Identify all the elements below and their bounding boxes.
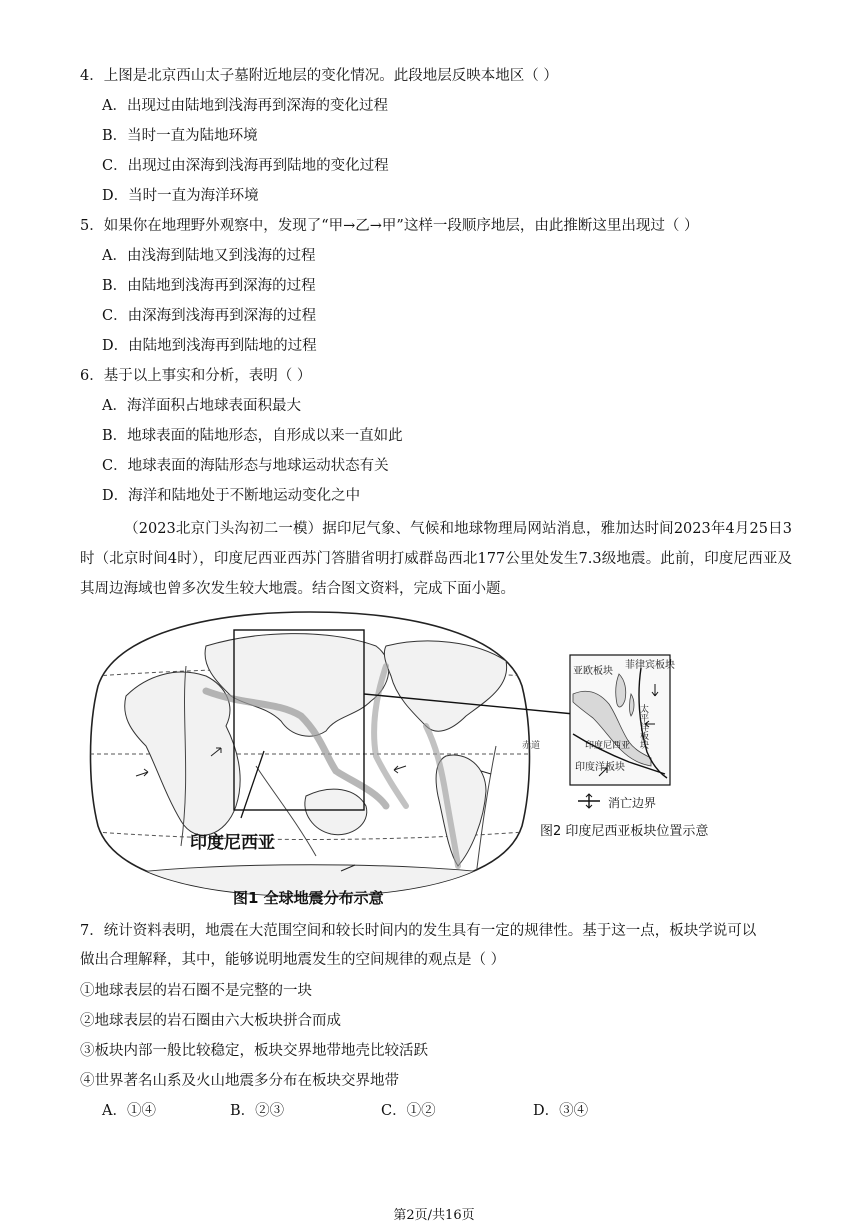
plate-pacific: 太平洋板块	[638, 704, 648, 749]
q5-option-c: C．由深海到浅海再到深海的过程	[102, 308, 317, 324]
q7-statement-4: ④世界著名山系及火山地震多分布在板块交界地带	[80, 1073, 399, 1089]
plate-indonesia: 印度尼西亚	[585, 741, 631, 751]
q7-statement-1: ①地球表层的岩石圈不是完整的一块	[80, 983, 312, 999]
passage-text: （2023北京门头沟初二一模）据印尼气象、气候和地球物理局网站消息，雅加达时间2023年4月25日3时（北京时间4时），印度尼西亚西苏门答腊省明打威群岛西北177公里处发生7.3级地震。此前，印度尼西亚及其周边海域也曾多次发生较大地震。结合图文资料，完成下面小题。	[80, 521, 792, 597]
q4-option-c: C．出现过由深海到浅海再到陆地的变化过程	[102, 158, 389, 174]
q7-stem-line1: 7．统计资料表明，地震在大范围空间和较长时间内的发生具有一定的规律性。基于这一点，板块学说可以	[80, 923, 757, 939]
q7-option-b: B．②③	[230, 1103, 285, 1119]
indonesia-label: 印度尼西亚	[190, 833, 275, 853]
figure1-caption: 图1 全球地震分布示意	[233, 889, 384, 907]
passage	[80, 514, 792, 604]
plate-eurasian: 亚欧板块	[573, 666, 613, 677]
figure2-caption: 图2 印度尼西亚板块位置示意	[540, 824, 709, 839]
q4-option-a: A．出现过由陆地到浅海再到深海的变化过程	[102, 98, 388, 114]
q5-option-a: A．由浅海到陆地又到浅海的过程	[102, 248, 316, 264]
q4-option-b: B．当时一直为陆地环境	[102, 128, 258, 144]
equator-label: 赤道	[522, 741, 541, 751]
figure2-plate-map	[569, 654, 675, 786]
legend-label: 消亡边界	[608, 796, 657, 810]
q7-option-d: D．③④	[533, 1103, 589, 1119]
q6-option-c: C．地球表面的海陆形态与地球运动状态有关	[102, 458, 389, 474]
q6-option-b: B．地球表面的陆地形态，自形成以来一直如此	[102, 428, 403, 444]
q5-option-d: D．由陆地到浅海再到陆地的过程	[102, 338, 317, 354]
q6-stem: 6．基于以上事实和分析，表明（ ）	[80, 368, 312, 384]
q7-statement-3: ③板块内部一般比较稳定，板块交界地带地壳比较活跃	[80, 1043, 428, 1059]
q5-stem: 5．如果你在地理野外观察中，发现了“甲→乙→甲”这样一段顺序地层，由此推断这里出现过（ ）	[80, 218, 699, 234]
q7-option-a: A．①④	[102, 1103, 156, 1119]
q4-option-d: D．当时一直为海洋环境	[102, 188, 259, 204]
figure1-world-map	[86, 606, 541, 906]
q4-stem: 4．上图是北京西山太子墓附近地层的变化情况。此段地层反映本地区（ ）	[80, 68, 558, 84]
connector-line	[360, 690, 580, 720]
q5-option-b: B．由陆地到浅海再到深海的过程	[102, 278, 316, 294]
legend-subduction-icon	[576, 793, 602, 809]
q7-statement-2: ②地球表层的岩石圈由六大板块拼合而成	[80, 1013, 341, 1029]
page-number: 第2页/共16页	[393, 1208, 475, 1223]
plate-indian: 印度洋板块	[575, 762, 625, 773]
q7-option-c: C．①②	[381, 1103, 436, 1119]
q6-option-a: A．海洋面积占地球表面积最大	[102, 398, 301, 414]
q6-option-d: D．海洋和陆地处于不断地运动变化之中	[102, 488, 361, 504]
q7-stem-line2: 做出合理解释，其中，能够说明地震发生的空间规律的观点是（ ）	[80, 952, 506, 968]
plate-philippine: 菲律宾板块	[625, 660, 675, 671]
